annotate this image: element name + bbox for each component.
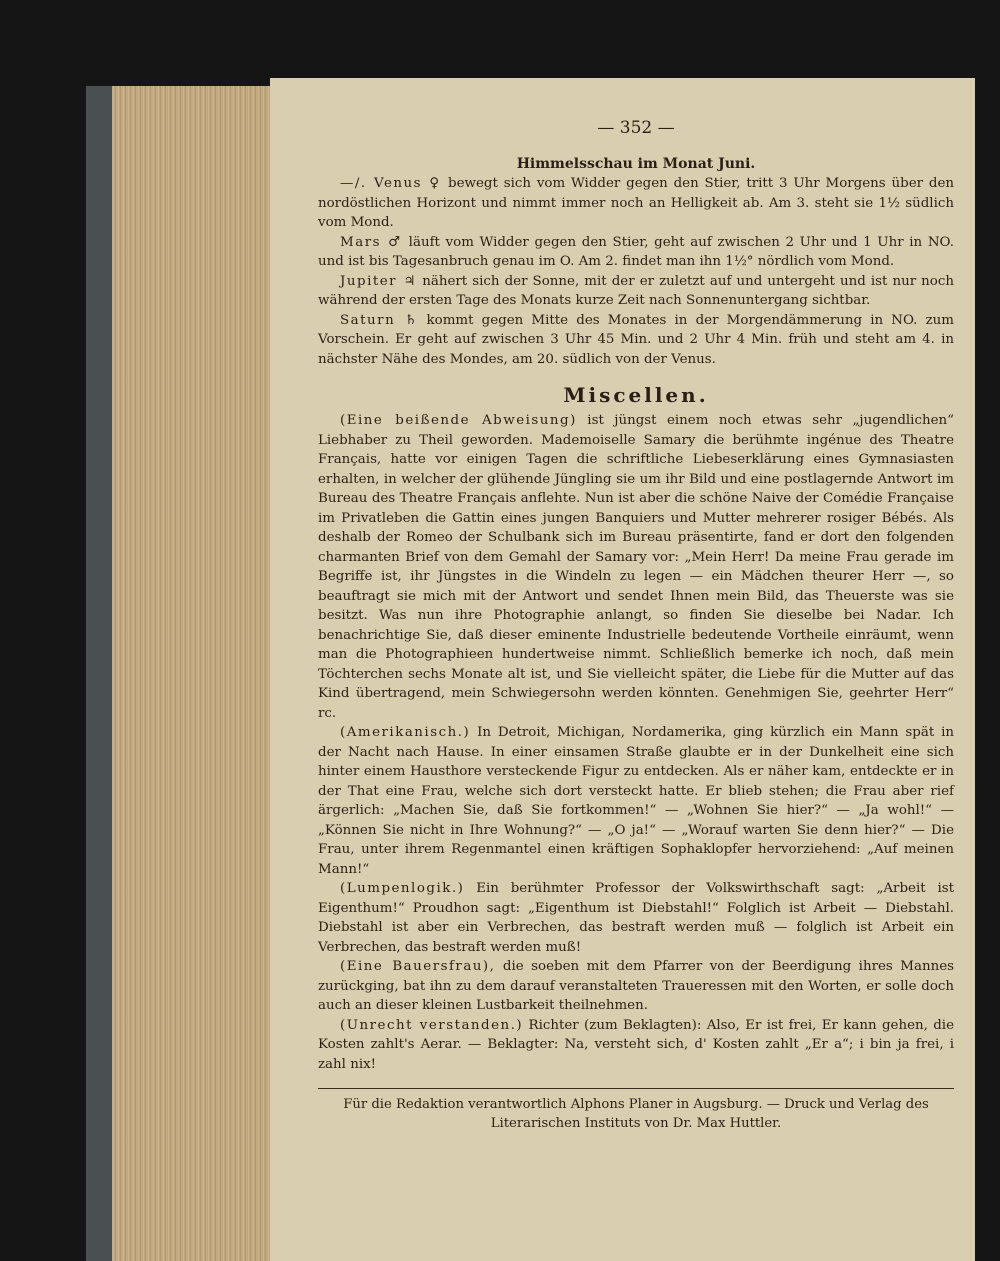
- paragraph-mars: Mars ♂ läuft vom Widder gegen den Stier, geht auf zwischen 2 Uhr und 1 Uhr in NO. und ist bis Tagesanbruch genau im O. Am 2. findet man ihn 1½° nördlich vom Mond.: [318, 234, 954, 269]
- page-content: [318, 118, 954, 1133]
- paragraph-venus: —/. Venus ♀ bewegt sich vom Widder gegen den Stier, tritt 3 Uhr Morgens über den nordöstlichen Horizont und nimmt immer noch an Helligkeit ab. Am 3. steht sie 1½ südlich vom Mond.: [318, 176, 954, 230]
- paragraph-amerikanisch: (Amerikanisch.) In Detroit, Michigan, Nordamerika, ging kürzlich ein Mann spät in der Nacht nach Hause. In einer einsamen Straße glaubte er in der Dunkelheit eine sich hinter einem Hausthore versteckende Figur zu entdecken. Als er näher kam, entdeckte er in der That eine Frau, welche sich dort versteckt hatte. Er blieb stehen; die Frau aber rief ärgerlich: „Machen Sie, daß Sie fortkommen!“ — „Wohnen Sie hier?“ — „Ja wohl!“ — „Können Sie nicht in Ihre Wohnung?“ — „O ja!“ — „Worauf warten Sie denn hier?“ — Die Frau, unter ihrem Regenmantel einen kräftigen Sophaklopfer hervorziehend: „Auf meinen Mann!“: [318, 725, 954, 877]
- page-edges: [112, 86, 282, 1261]
- section-heading-miscellen: Miscellen.: [563, 383, 709, 407]
- paragraph-abweisung: (Eine beißende Abweisung) ist jüngst einem noch etwas sehr „jugendlichen“ Liebhaber zu Theil geworden. Mademoiselle Samary die berühmte ingénue des Theatre Français, hatte vor einigen Tagen die schriftliche Liebeserklärung eines Gymnasiasten erhalten, in welcher der glühende Jüngling sie um ihr Bild und eine postlagernde Antwort im Bureau des Theatre Français anflehte. Nun ist aber die schöne Naive der Comédie Française im Privatleben die Gattin eines jungen Banquiers und Mutter mehrerer rosiger Bébés. Als deshalb der Romeo der Schulbank sich im Bureau präsentirte, fand er dort den folgenden charmanten Brief von dem Gemahl der Samary vor: „Mein Herr! Da meine Frau gerade im Begriffe ist, ihr Jüngstes in die Windeln zu legen — ein Mädchen theurer Herr —, so beauftragt sie mich mit der Antwort und sendet Ihnen mein Bild, das Theuerste was sie besitzt. Was nun ihre Photographie anlangt, so finden Sie dieselbe bei Nadar. Ich benachrichtige Sie, daß dieser eminente Industrielle bedeutende Vortheile einräumt, wenn man die Photographieen hundertweise nimmt. Schließlich bemerke ich noch, daß mein Töchterchen sechs Monate alt ist, und Sie vielleicht später, die Liebe für die Mutter auf das Kind übertragend, mein Schwiegersohn werden könnten. Genehmigen Sie, geehrter Herr“ rc.: [318, 413, 954, 721]
- paragraph-lumpenlogik: (Lumpenlogik.) Ein berühmter Professor der Volkswirthschaft sagt: „Arbeit ist Eigenthum!“ Proudhon sagt: „Eigenthum ist Diebstahl!“ Folglich ist Arbeit — Diebstahl. Diebstahl ist aber ein Verbrechen, das bestraft werden muß — folglich ist Arbeit ein Verbrechen, das bestraft werden muß!: [318, 881, 954, 955]
- paragraph-saturn: Saturn ♄ kommt gegen Mitte des Monates in der Morgendämmerung in NO. zum Vorschein. Er geht auf zwischen 3 Uhr 45 Min. und 2 Uhr 4 Min. früh und steht am 4. in nächster Nähe des Mondes, am 20. südlich von der Venus.: [318, 312, 954, 367]
- imprint-footer: Für die Redaktion verantwortlich Alphons Planer in Augsburg. — Druck und Verlag des Literarischen Instituts von Dr. Max Huttler.: [318, 1088, 954, 1133]
- section-heading-sky: Himmelsschau im Monat Juni.: [516, 156, 756, 172]
- paragraph-jupiter: Jupiter ♃ nähert sich der Sonne, mit der er zuletzt auf und untergeht und ist nur noch während der ersten Tage des Monats kurze Zeit nach Sonnenuntergang sichtbar.: [318, 273, 954, 308]
- page-number: — 352 —: [597, 118, 675, 138]
- paragraph-bauersfrau: (Eine Bauersfrau), die soeben mit dem Pfarrer von der Beerdigung ihres Mannes zurückging, bat ihn zu dem darauf veranstalteten Traueressen mit den Worten, er solle doch auch an dieser kleinen Lustbarkeit theilnehmen.: [318, 959, 954, 1013]
- page: [270, 78, 975, 1261]
- paragraph-unrecht: (Unrecht verstanden.) Richter (zum Beklagten): Also, Er ist frei, Er kann gehen, die Kosten zahlt's Aerar. — Beklagter: Na, versteht sich, d' Kosten zahlt „Er a“; i bin ja frei, i zahl nix!: [318, 1017, 955, 1072]
